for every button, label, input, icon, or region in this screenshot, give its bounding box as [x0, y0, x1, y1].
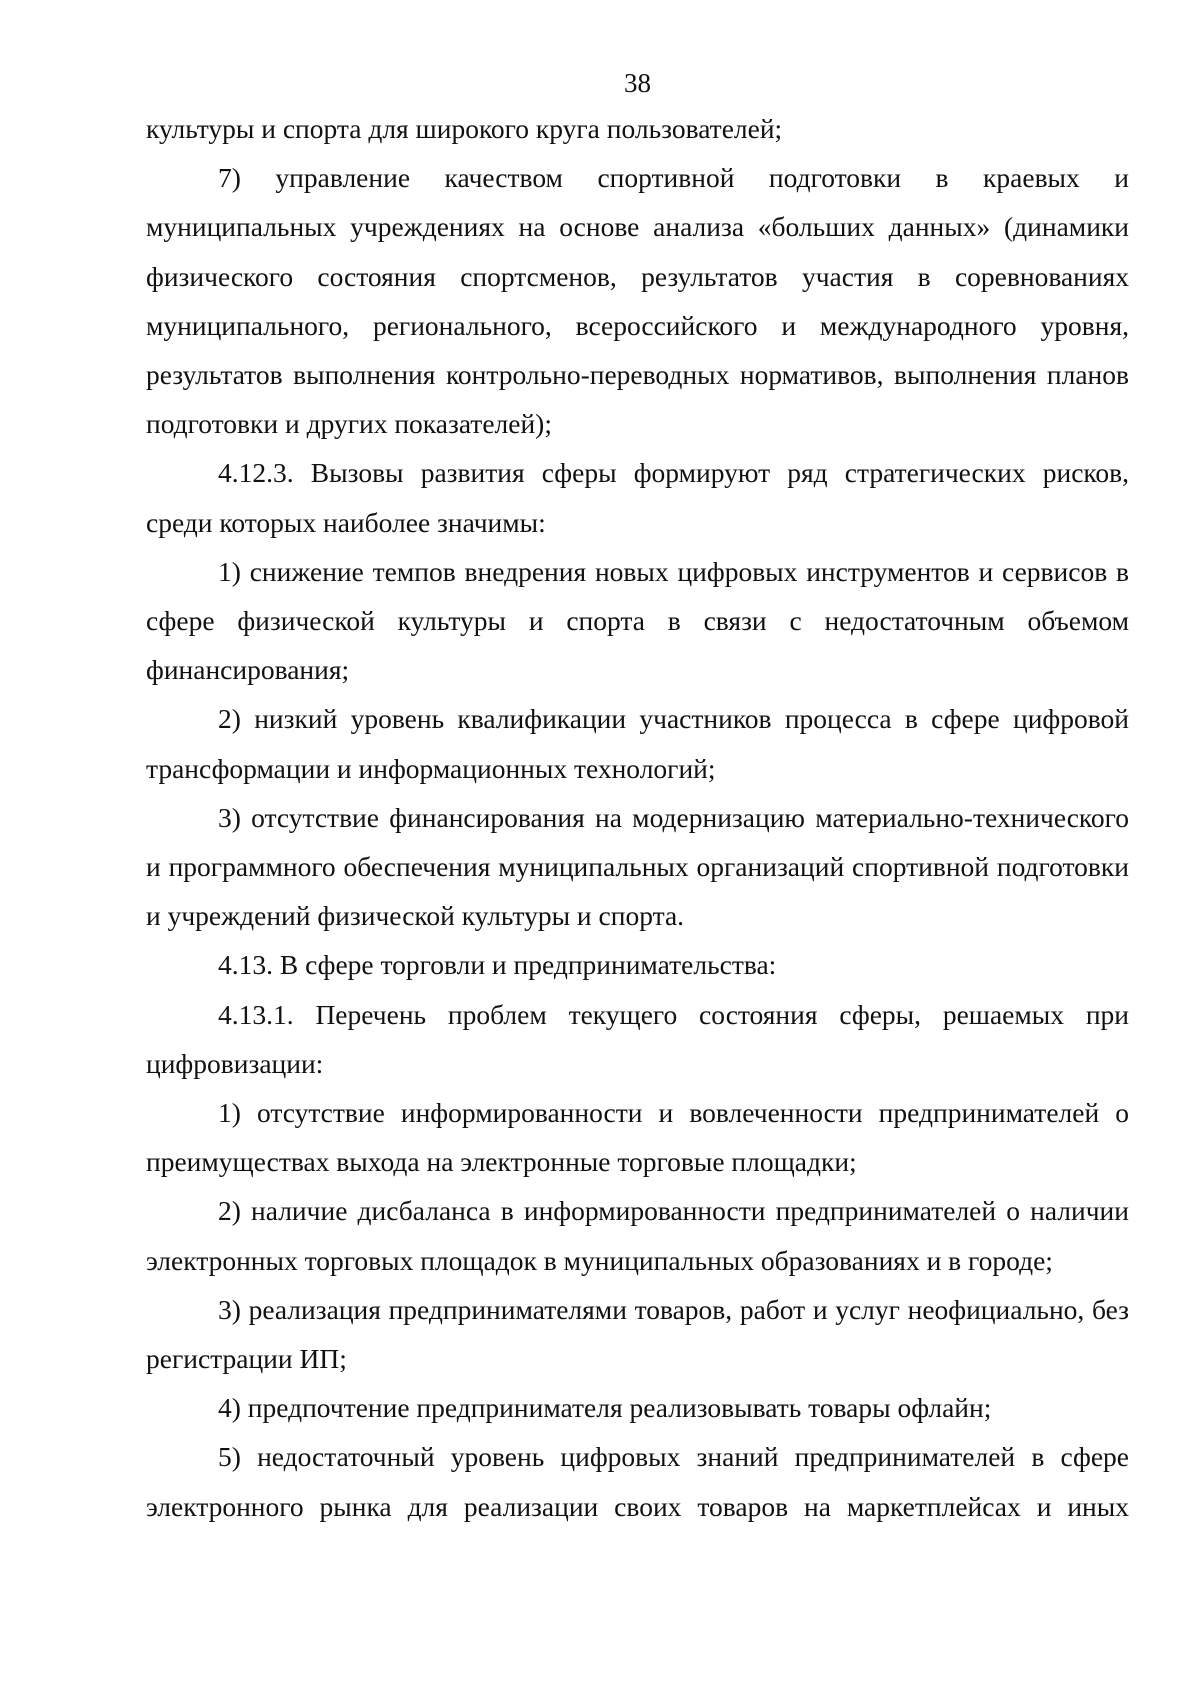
paragraph: культуры и спорта для широкого круга пользователей; — [146, 113, 783, 144]
paragraph: 1) снижение темпов внедрения новых цифровых инструментов и сервисов в сфере физической культуры и спорта в связи с недостаточным объемом финансирования; — [146, 555, 1129, 686]
paragraph: 3) реализация предпринимателями товаров, работ и услуг неофициально, без регистрации ИП; — [146, 1293, 1129, 1375]
document-page — [146, 62, 1129, 1531]
paragraph: 2) низкий уровень квалификации участников процесса в сфере цифровой трансформации и информационных технологий; — [146, 703, 1129, 784]
paragraph: 4) предпочтение предпринимателя реализовывать товары офлайн; — [218, 1392, 992, 1424]
page-number: 38 — [624, 68, 651, 98]
paragraph: 4.12.3. Вызовы развития сферы формируют ряд стратегических рисков, среди которых наиболее значимы: — [146, 457, 1129, 538]
paragraph: 1) отсутствие информированности и вовлеченности предпринимателей о преимуществах выхода на электронные торговые площадки; — [146, 1097, 1129, 1178]
paragraph: 5) недостаточный уровень цифровых знаний предпринимателей в сфере электронного рынка для реализации своих товаров на маркетплейсах и иных — [146, 1441, 1129, 1522]
paragraph: 3) отсутствие финансирования на модернизацию материально-технического и программного обеспечения муниципальных организаций спортивной подготовки и учреждений физической культуры и спорта. — [146, 801, 1129, 932]
paragraph: 4.13.1. Перечень проблем текущего состояния сферы, решаемых при цифровизации: — [146, 998, 1129, 1079]
paragraph: 2) наличие дисбаланса в информированности предпринимателей о наличии электронных торговых площадок в муниципальных образованиях и в городе; — [146, 1195, 1129, 1276]
paragraph: 4.13. В сфере торговли и предпринимательства: — [218, 949, 777, 981]
paragraph: 7) управление качеством спортивной подготовки в краевых и муниципальных учреждениях на основе анализа «больших данных» (динамики физического состояния спортсменов, результатов участия в соревнованиях муниципального, регионального, всероссийского и международного уровня, результатов выполнения контрольно-переводных нормативов, выполнения планов подготовки и других показателей); — [146, 162, 1129, 440]
